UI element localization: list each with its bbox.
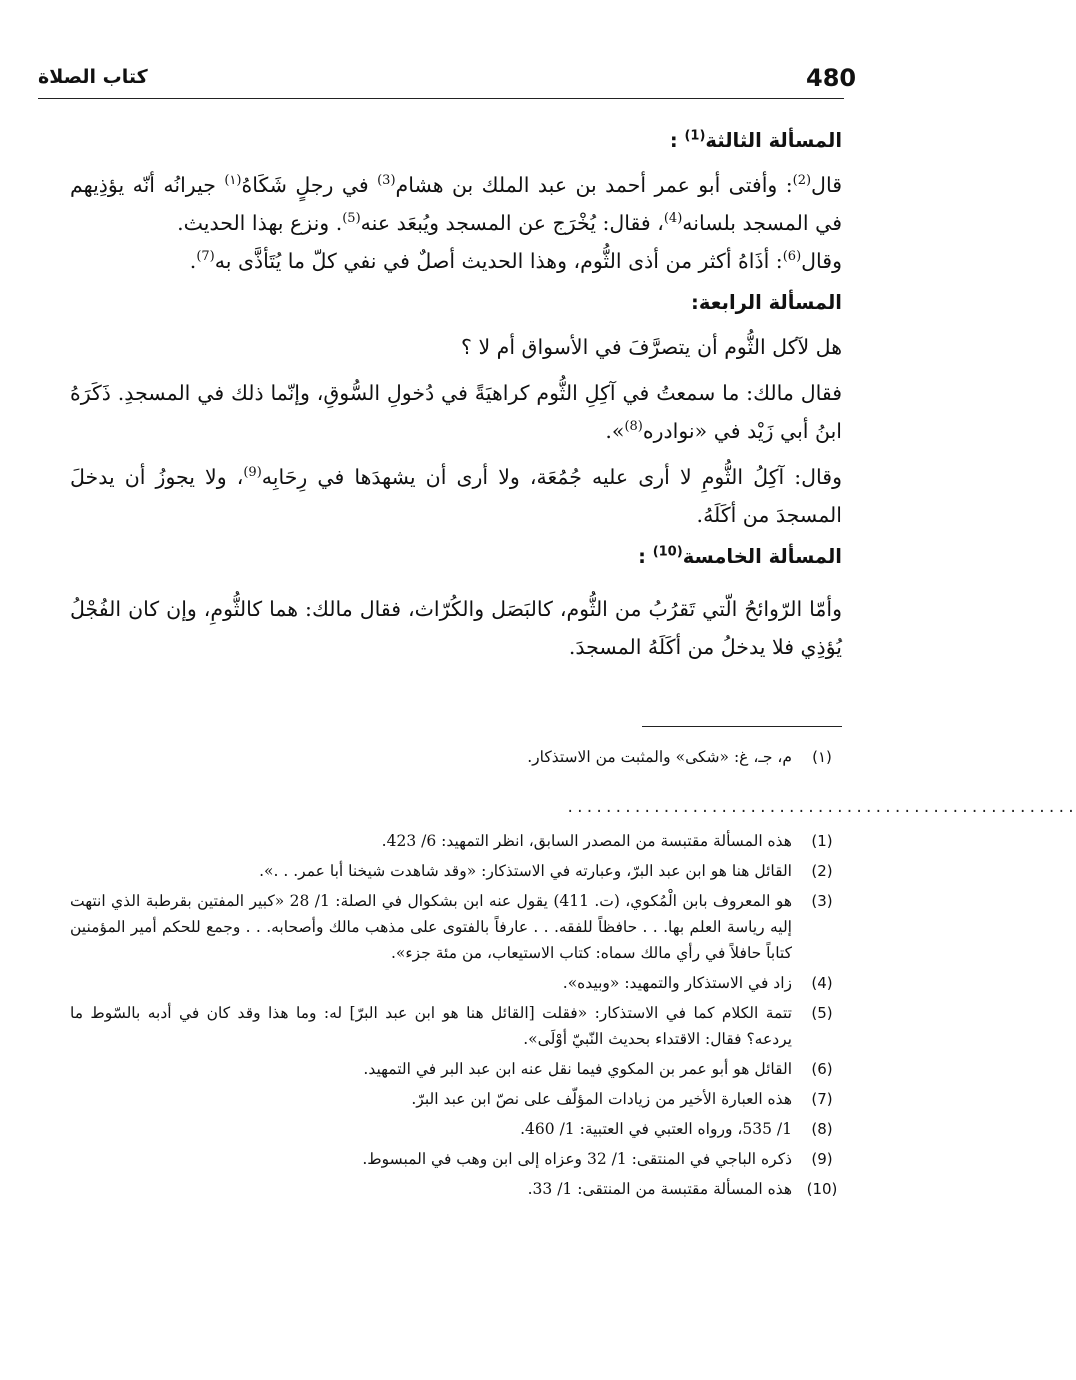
footnote-text: القائل هنا هو ابن عبد البرّ، وعبارته في الاستذكار: «وقد شاهدت شيخنا أبا عمر. . .». xyxy=(259,862,792,880)
footnote-number: (4) xyxy=(811,974,833,992)
footnote-text: هو المعروف بابن الْمُكوي، (ت. 411) يقول عنه ابن بشكوال في الصلة: 1/ 28 «كبير المفتين بقرطبة الذي انتهت إليه رياسة العلم بها. . . حافظاً للفقه. . . عارفاً بالفتوى على مذهب مالك وأصحابه. . . وجمع للحكم أمير المؤمنين كتاباً حافلاً في رأي مالك سماه: كتاب الاستيعاب، من مئة جزء». xyxy=(70,892,793,962)
footnote-number: (3) xyxy=(811,892,833,910)
main-text xyxy=(70,118,842,666)
section-heading-fourth: المسألة الرابعة: xyxy=(691,291,842,314)
footnote-number: (8) xyxy=(811,1120,833,1138)
footnote-ref: (4) xyxy=(663,211,683,227)
footnote-number: (1) xyxy=(811,832,833,850)
paragraph: وأمّا الرّوائحُ الّتي تَقرُبُ من الثُّوم، كالبَصَل والكُرّاث، فقال مالك: هما كالثُّومِ، وإن كان الفُجْلُ يُؤذِي فلا يدخلُ من أكَلَهُ المسجدَ. xyxy=(70,597,842,659)
text-run: . xyxy=(189,249,197,273)
footnote-text: زاد في الاستذكار والتمهيد: «وبيده». xyxy=(562,974,792,992)
dotted-separator: ..................................................... xyxy=(566,800,1076,816)
text-run: : أذَاهُ أكثر من أذى الثُّوم، وهذا الحديث أصلٌ في نفي كلّ ما يُتَأذَّى به xyxy=(214,249,783,273)
footnote xyxy=(70,970,842,996)
paragraph: هل لآكل الثُّوم أن يتصرَّفَ في الأسواق أم لا ؟ xyxy=(461,335,842,359)
footnote xyxy=(70,1086,842,1112)
footnote xyxy=(70,744,842,770)
paragraph xyxy=(70,166,842,242)
footnote-text: هذه المسألة مقتبسة من المنتقى: 1/ 33. xyxy=(527,1180,792,1198)
text-run: : وأفتى أبو عمر أحمد بن عبد الملك بن هشام xyxy=(395,173,793,197)
text-run: . ونزع بهذا الحديث. xyxy=(177,211,343,235)
text-run: ، فقال: يُخْرَج عن المسجد ويُبعَد عنه xyxy=(360,211,664,235)
footnote xyxy=(70,828,842,854)
footnote-text: ذكره الباجي في المنتقى: 1/ 32 وعزاه إلى ابن وهب في المبسوط. xyxy=(362,1150,792,1168)
text-run: فقال مالك: ما سمعتُ في آكِلِ الثُّوم كراهيَةً في دُخولِ السُّوقِ، وإنّما ذلك في المسجدِ. ذَكَرَهُ ابنُ أبي زَيْد في «نوادره xyxy=(70,381,842,443)
footnote xyxy=(70,1116,842,1142)
page-header xyxy=(38,62,857,99)
footnote-ref: (7) xyxy=(196,249,215,265)
footnote xyxy=(70,1056,842,1082)
paragraph xyxy=(70,242,842,280)
text-run: ، ولا يجوزُ أن يدخلَ المسجدَ من أكَلَهُ. xyxy=(70,465,842,527)
footnote-ref: (10) xyxy=(652,544,683,560)
footnotes-author xyxy=(70,828,842,1206)
text-run: المسألة الخامسة xyxy=(682,545,842,568)
footnote xyxy=(70,1146,842,1172)
footnote-text: 1/ 535، ورواه العتبي في العتبية: 1/ 460. xyxy=(520,1120,792,1138)
footnote-number: (10) xyxy=(806,1180,838,1198)
footnote-text: القائل هو أبو عمر بن المكوي فيما نقل عنه ابن عبد البر في التمهيد. xyxy=(363,1060,792,1078)
footnote-ref: (3) xyxy=(377,173,396,189)
paragraph xyxy=(70,374,842,450)
footnote-ref: (١) xyxy=(224,173,242,189)
footnote-number: (5) xyxy=(811,1004,833,1022)
footnote-ref: (6) xyxy=(782,249,802,265)
footnote xyxy=(70,888,842,966)
text-run: جيرانُه أنّه يؤذِيهم في المسجد بلسانه xyxy=(70,173,842,235)
footnote-number: (2) xyxy=(811,862,833,880)
footnote-number: (6) xyxy=(811,1060,833,1078)
text-run: قال xyxy=(811,173,842,197)
footnote xyxy=(70,1176,842,1202)
footnote-text: تتمة الكلام كما في الاستذكار: «فقلت [القائل هنا هو ابن عبد البرّ] له: وما هذا وقد كان في أدبه بالسّوط ما يردعه؟ فقال: الاقتداء بحديث النّبيّ أوْلَى». xyxy=(70,1004,792,1048)
text-run: المسألة الثالثة xyxy=(705,129,842,152)
footnote xyxy=(70,1000,842,1052)
footnote-number: (7) xyxy=(811,1090,833,1108)
footnote-number: (9) xyxy=(811,1150,833,1168)
footnote-text: م، جـ، غ: «شكى» والمثبت من الاستذكار. xyxy=(527,748,792,766)
text-run: وقال xyxy=(801,249,842,273)
paragraph xyxy=(70,458,842,534)
footnote-ref: (2) xyxy=(792,173,812,189)
footnote-separator xyxy=(642,726,842,727)
footnote-ref: (1) xyxy=(684,128,706,144)
text-run: ». xyxy=(605,419,625,443)
page-number: 480 xyxy=(806,64,857,92)
footnote-ref: (5) xyxy=(342,211,361,227)
section-heading-fifth: المسألة الخامسة$^{(10)}$ : xyxy=(638,544,842,568)
text-run: وقال: آكِلُ الثُّومِ لا أرى عليه جُمُعَة، ولا أرى أن يشهدَها في رِحَابِه xyxy=(261,465,842,489)
footnote xyxy=(70,858,842,884)
text-run: في رجلٍ شَكَاهُ xyxy=(241,173,378,197)
section-heading-third: المسألة الثالثة$^{(1)}$ : xyxy=(669,128,842,152)
footnote-text: هذه المسألة مقتبسة من المصدر السابق، انظر التمهيد: 6/ 423. xyxy=(381,832,792,850)
footnote-text: هذه العبارة الأخير من زيادات المؤلّف على نصّ ابن عبد البرّ. xyxy=(411,1090,792,1108)
footnote-ref: (8) xyxy=(624,419,643,435)
footnote-ref: (9) xyxy=(243,465,262,481)
footnotes-editor xyxy=(70,744,842,774)
running-title: كتاب الصلاة xyxy=(38,66,148,88)
footnote-number: (١) xyxy=(812,748,832,766)
